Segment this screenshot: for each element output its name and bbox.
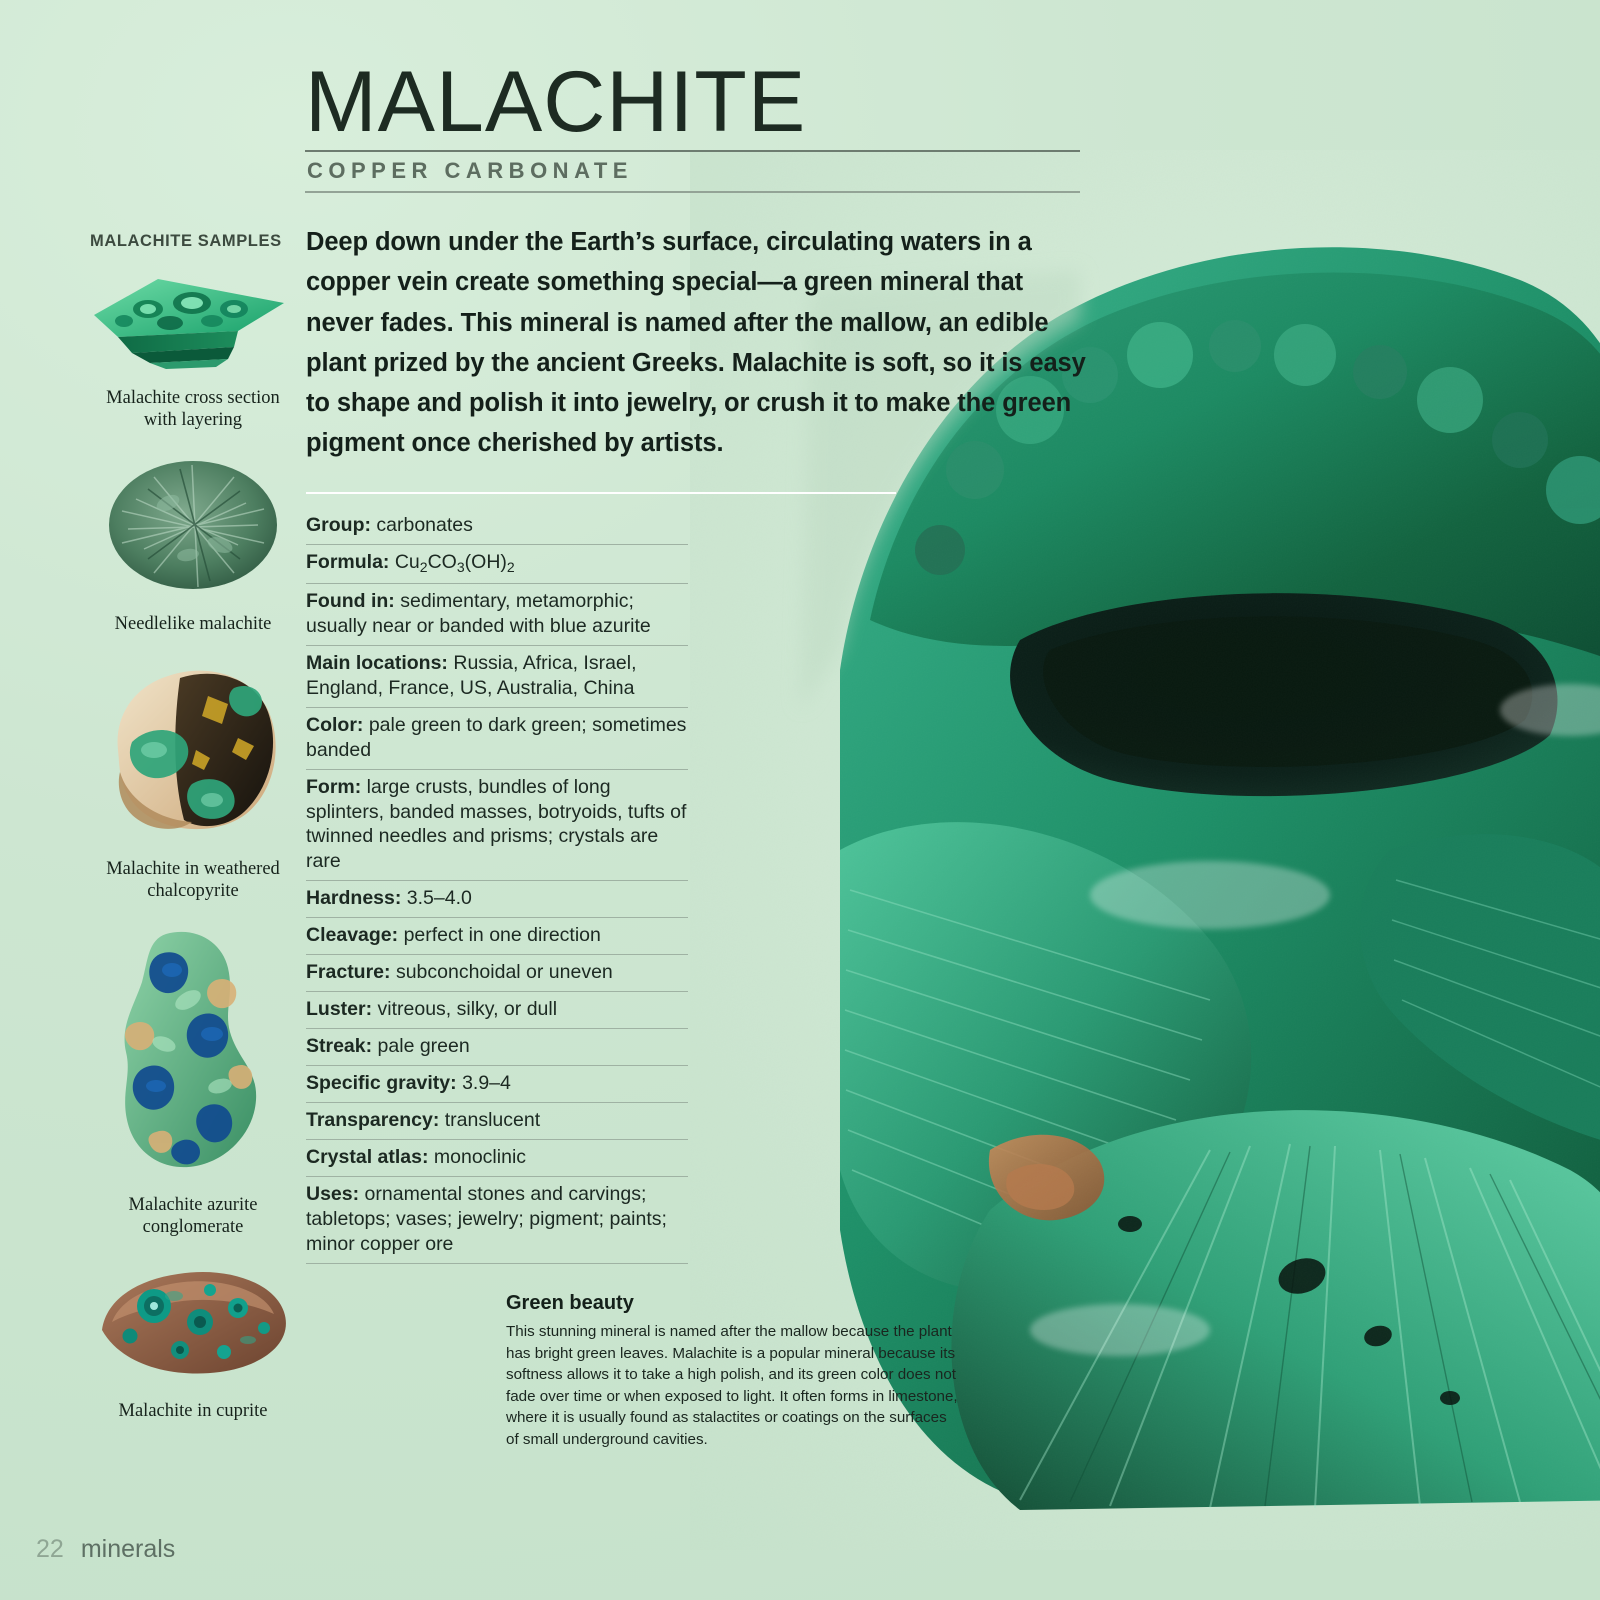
page-footer	[36, 1535, 175, 1564]
table-row	[306, 955, 688, 992]
list-item	[88, 449, 298, 635]
table-row-label: Cleavage:	[306, 924, 399, 947]
table-row	[306, 1177, 688, 1264]
table-row-label: Streak:	[306, 1035, 373, 1058]
table-row-value: 3.5–4.0	[406, 887, 472, 910]
list-item-caption: Malachite azurite conglomerate	[128, 1194, 258, 1238]
table-row-value: ornamental stones and carvings; tabletops; vases; jewelry; pigment; paints; minor copper ore	[306, 1183, 667, 1255]
subtitle-divider	[305, 191, 1080, 193]
table-row-value: large crusts, bundles of long splinters, banded masses, botryoids, tufts of twinned needles and prisms; crystals are rare	[306, 775, 687, 873]
table-row-label: Uses:	[306, 1183, 360, 1205]
samples-column	[88, 232, 298, 1441]
table-row-label: Formula:	[306, 550, 390, 573]
malachite-azurite-conglomerate-thumbnail	[88, 920, 298, 1185]
table-row-value: subconchoidal or uneven	[395, 961, 613, 984]
page-subtitle: COPPER CARBONATE	[307, 157, 633, 183]
table-row	[306, 1029, 688, 1066]
table-row	[306, 770, 688, 882]
malachite-in-cuprite-thumbnail	[88, 1256, 298, 1391]
table-row-value-formula: $Cu_2CO_3(OH)_2$	[394, 550, 515, 575]
table-row-value: pale green to dark green; sometimes banded	[306, 713, 687, 761]
page-title: MALACHITE	[305, 54, 807, 150]
list-item	[88, 265, 298, 431]
needlelike-malachite-thumbnail	[88, 449, 298, 604]
table-row	[306, 992, 688, 1029]
table-row-value: vitreous, silky, or dull	[377, 998, 558, 1021]
table-row-label: Luster:	[306, 998, 373, 1021]
table-row	[306, 1103, 688, 1140]
table-row	[306, 545, 688, 584]
green-beauty-callout	[506, 1292, 958, 1450]
table-row	[306, 1140, 688, 1177]
table-row-value: Russia, Africa, Israel, England, France, US, Australia, China	[306, 651, 637, 699]
table-row-value: 3.9–4	[462, 1072, 511, 1095]
table-row-label: Specific gravity:	[306, 1072, 457, 1095]
table-row-label: Hardness:	[306, 887, 402, 910]
table-row	[306, 508, 688, 545]
table-row-label: Main locations:	[306, 651, 448, 674]
callout-body: This stunning mineral is named after the mallow because the plant has bright green leaves. Malachite is a popular mineral because its softness allows it to take a high polish, and its green color does not fade over time or when exposed to light. It often forms in limestone, where it is usually found as stalactites or coatings on the surfaces of small underground cavities.	[506, 1323, 958, 1448]
fact-table	[306, 508, 688, 1264]
table-row	[306, 918, 688, 955]
table-row-value: pale green	[377, 1035, 470, 1058]
table-row	[306, 708, 688, 770]
title-block	[305, 54, 1095, 193]
intro-divider	[306, 492, 896, 494]
page-number: 22	[36, 1535, 64, 1563]
table-row-value: carbonates	[376, 514, 473, 536]
table-row	[306, 584, 688, 646]
table-row	[306, 646, 688, 708]
callout-heading: Green beauty	[506, 1292, 634, 1314]
table-row-label: Found in:	[306, 589, 395, 612]
table-row-label: Crystal atlas:	[306, 1146, 429, 1169]
table-row-label: Color:	[306, 713, 364, 736]
list-item-caption: Malachite in weathered chalcopyrite	[106, 858, 280, 901]
table-row-label: Group:	[306, 514, 371, 536]
table-row-label: Transparency:	[306, 1109, 440, 1132]
list-item-caption: Needlelike malachite	[114, 614, 272, 635]
list-item	[88, 654, 298, 902]
malachite-in-chalcopyrite-thumbnail	[88, 654, 298, 849]
table-row-label: Fracture:	[306, 961, 391, 984]
samples-heading: MALACHITE SAMPLES	[90, 232, 282, 250]
section-label: minerals	[80, 1535, 176, 1563]
list-item-caption: Malachite in cuprite	[118, 1401, 268, 1422]
list-item	[88, 1256, 298, 1422]
table-row-label: Form:	[306, 775, 362, 798]
list-item-caption: Malachite cross section with layering	[106, 388, 280, 431]
table-row	[306, 1066, 688, 1103]
table-row-value: monoclinic	[433, 1146, 527, 1169]
table-row-value: sedimentary, metamorphic; usually near or banded with blue azurite	[306, 589, 651, 637]
table-row-value: perfect in one direction	[403, 924, 601, 947]
list-item	[88, 920, 298, 1238]
table-row	[306, 881, 688, 918]
malachite-cross-section-thumbnail	[88, 265, 298, 378]
table-row-value: translucent	[444, 1109, 541, 1132]
intro-paragraph: Deep down under the Earth’s surface, circulating waters in a copper vein create something special—a green mineral that never fades. This mineral is named after the mallow, an edible plant prized by the ancient Greeks. Malachite is soft, so it is easy to shape and polish it into jewelry, or crush it to make the green pigment once cherished by artists.	[306, 228, 1086, 458]
